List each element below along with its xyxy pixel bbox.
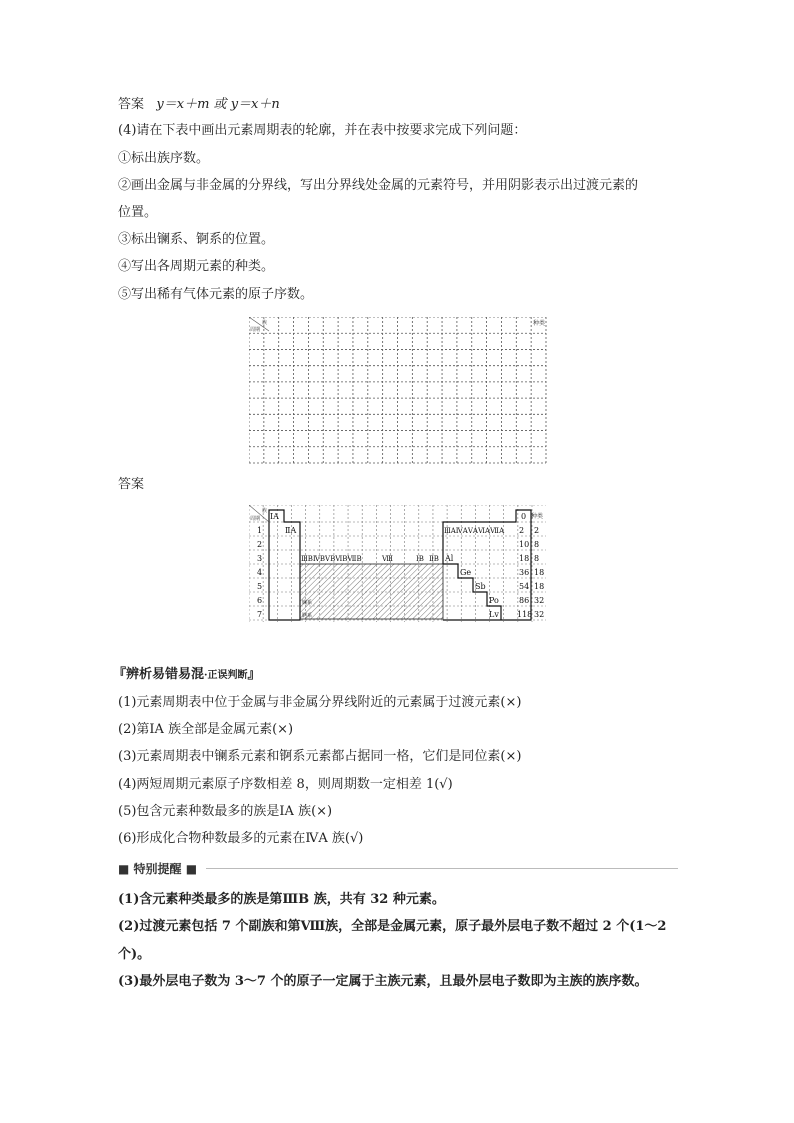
judge-item-1: (1)元素周期表中位于金属与非金属分界线附近的元素属于过渡元素(×) [118,695,522,710]
period-number: 5 [257,582,263,591]
group-A-labels: ⅢAⅣAⅤAⅥAⅦA [444,527,505,535]
noble-gas-number: 2 [519,526,525,535]
period-element-count: 32 [534,596,545,605]
question-4: (4)请在下表中画出元素周期表的轮廓，并在表中按要求完成下列问题： [118,123,527,138]
answer-table-svg [249,505,547,623]
group-zero: 0 [521,512,527,521]
subquestion-2-cont: 位置。 [118,205,158,220]
judge-item-4: (4)两短周期元素原子序数相差 8，则周期数一定相差 1(√) [118,777,453,792]
period-number: 7 [257,610,263,619]
element-Po: Po [489,596,499,605]
group-IIB: ⅡB [429,555,439,563]
subquestion-1: ①标出族序数。 [118,151,210,166]
blank-corner-bottom: 周期 [250,327,261,333]
judge-subtitle: ·正误判断 [204,670,248,681]
element-Sb: Sb [475,582,486,591]
subquestion-5: ⑤写出稀有气体元素的原子序数。 [118,287,314,302]
period-element-count: 8 [534,540,540,549]
judge-title: 辨析易错易混 [126,667,205,682]
group-VIII: Ⅷ [382,555,394,563]
judge-bracket-close: 』 [247,667,261,682]
group-B-labels: ⅢBⅣBⅤBⅥBⅦB [301,555,362,563]
group-IA: ⅠA [270,512,279,521]
subquestion-4: ④写出各周期元素的种类。 [118,259,275,274]
noble-gas-number: 10 [519,540,530,549]
subquestion-3: ③标出镧系、锕系的位置。 [118,232,275,247]
subquestion-2: ②画出金属与非金属的分界线，写出分界线处金属的元素符号，并用阴影表示出过渡元素的 [118,178,639,193]
judge-item-2: (2)第ⅠA 族全部是金属元素(×) [118,722,294,737]
blank-corner-top: 族 [262,320,268,326]
period-element-count: 32 [534,610,545,619]
element-Lv: Lv [489,610,499,619]
judge-item-6: (6)形成化合物种数最多的元素在ⅣA 族(√) [118,831,364,846]
actinide-label: 锕系 [302,613,313,619]
answer-prefix: 答案 [118,97,145,112]
period-number: 1 [257,526,263,535]
judge-bracket-open: 『 [113,667,127,682]
answer-label-2: 答案 [118,477,145,492]
tip-rule [206,868,678,869]
tip-heading [118,860,678,878]
period-number: 6 [257,596,263,605]
noble-gas-number: 36 [519,568,530,577]
element-Al: Al [445,554,454,563]
answer-right-header: 种类 [531,513,544,520]
period-element-count: 8 [534,554,540,563]
blank-right-header: 种类 [533,320,546,327]
period-number: 4 [257,568,263,577]
noble-gas-number: 118 [517,610,533,619]
tip-title-wrap: ■ 特别提醒 ■ [118,862,198,876]
group-IB: ⅠB [416,555,424,563]
tip-item-3: (3)最外层电子数为 3～7 个的原子一定属于主族元素，且最外层电子数即为主族的族序数。 [118,974,648,989]
blank-grid-svg [249,317,547,464]
answer-corner-top: 族 [262,508,268,514]
noble-gas-number: 18 [519,554,530,563]
tip-title: 特别提醒 [133,862,182,876]
answer-periodic-table [249,505,547,623]
period-element-count: 2 [534,526,540,535]
transition-metal-shade [300,564,443,619]
period-number: 2 [257,540,263,549]
judge-item-5: (5)包含元素种数最多的族是ⅠA 族(×) [118,804,333,819]
judge-item-3: (3)元素周期表中镧系元素和锕系元素都占据同一格，它们是同位素(×) [118,749,522,764]
noble-gas-number: 54 [519,582,530,591]
period-number: 3 [257,554,263,563]
period-element-count: 18 [534,568,545,577]
tip-item-1: (1)含元素种类最多的族是第ⅢB 族，共有 32 种元素。 [118,892,445,907]
answer-corner-bottom: 周期 [250,516,261,522]
tip-item-2-cont: 个)。 [118,947,151,962]
lanthanide-label: 镧系 [302,600,313,606]
noble-gas-number: 86 [519,596,530,605]
answer-formula: y＝x＋m 或 y＝x＋n [156,97,280,112]
element-Ge: Ge [460,568,472,577]
group-IIA: ⅡA [285,526,297,535]
blank-periodic-grid [249,317,547,464]
period-element-count: 18 [534,582,545,591]
judge-heading [113,663,261,682]
tip-item-2: (2)过渡元素包括 7 个副族和第Ⅷ族，全部是金属元素，原子最外层电子数不超过 2 个(1～2 [118,919,667,934]
answer-line-1 [118,96,280,114]
